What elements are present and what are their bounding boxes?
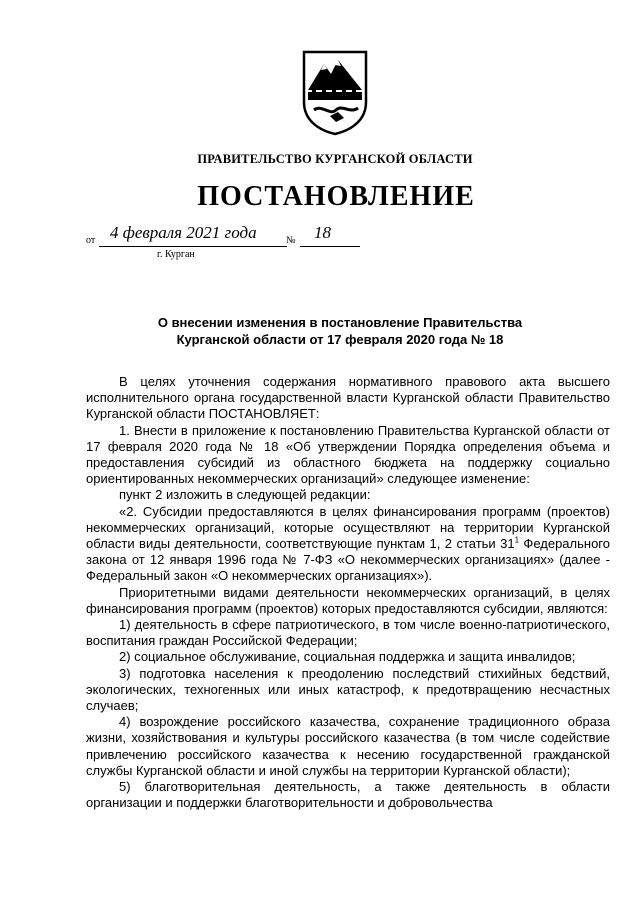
number-handwritten: 18 [314,223,331,242]
number-underline [300,246,360,247]
title-line-1: О внесении изменения в постановление Правительства [157,315,523,330]
date-handwritten: 4 февраля 2021 года [110,223,257,242]
paragraph-item-1: 1. Внести в приложение к постановлению Правительства Курганской области от 17 февраля 2020 года № 18 «Об утверждении Порядка определения объема и предоставления субсидий из областного бюджета на поддержку социально ориентированных некоммерческих организаций» следующее изменение: [86,422,610,487]
date-underline [99,246,287,247]
organization-name: ПРАВИТЕЛЬСТВО КУРГАНСКОЙ ОБЛАСТИ [197,152,473,166]
title-line-2: Курганской области от 17 февраля 2020 года № 18 [176,332,504,347]
list-item-1: 1) деятельность в сфере патриотического, в том числе военно-патриотического, воспитания граждан Российской Федерации; [86,617,610,649]
coat-of-arms-icon [300,50,370,136]
from-label: от [86,235,96,246]
document-meta [86,223,386,248]
document-body [86,374,610,811]
article-superscript: 1 [514,535,520,545]
city-label: г. Курган [157,249,195,260]
paragraph-preamble: В целях уточнения содержания нормативного правового акта высшего исполнительного органа государственной власти Курганской области Правительство Курганской области ПОСТАНОВЛЯЕТ: [86,374,610,422]
number-label: № [286,235,296,246]
paragraph-point-2-intro: пункт 2 изложить в следующей редакции: [119,487,371,503]
list-item-3: 3) подготовка населения к преодолению последствий стихийных бедствий, экологических, техногенных или иных катастроф, к предотвращению несчастных случаев; [86,665,610,714]
paragraph-priorities: Приоритетными видами деятельности некоммерческих организаций, в целях финансирования программ (проектов) которых предоставляются субсидии, являются: [86,584,610,616]
document-title [0,314,640,348]
document-type: ПОСТАНОВЛЕНИЕ [197,181,475,212]
list-item-5: 5) благотворительная деятельность, а также деятельность в области организации и поддержки благотворительности и добровольчества [86,779,610,811]
paragraph-point-2-part-b: Федерального закона от 12 января 1996 года № 7-ФЗ «О некоммерческих организациях» (далее - Федеральный закон «О некоммерческих организациях»). [86,536,610,584]
list-item-4: 4) возрождение российского казачества, сохранение традиционного образа жизни, хозяйствования и культуры российского казачества (в том числе содействие привлечению российского казачества к несению государственной гражданской службы Курганской области и иной службы на территории Курганской области); [86,714,610,778]
paragraph-point-2-part-a: «2. Субсидии предоставляются в целях финансирования программ (проектов) некоммерческих организаций, которые осуществляют на территории Курганской области виды деятельности, соответствующие пунктам 1, 2 статьи 31 [86,503,610,552]
paragraph-point-2-text [86,504,610,585]
list-item-2: 2) социальное обслуживание, социальная поддержка и защита инвалидов; [119,649,576,665]
